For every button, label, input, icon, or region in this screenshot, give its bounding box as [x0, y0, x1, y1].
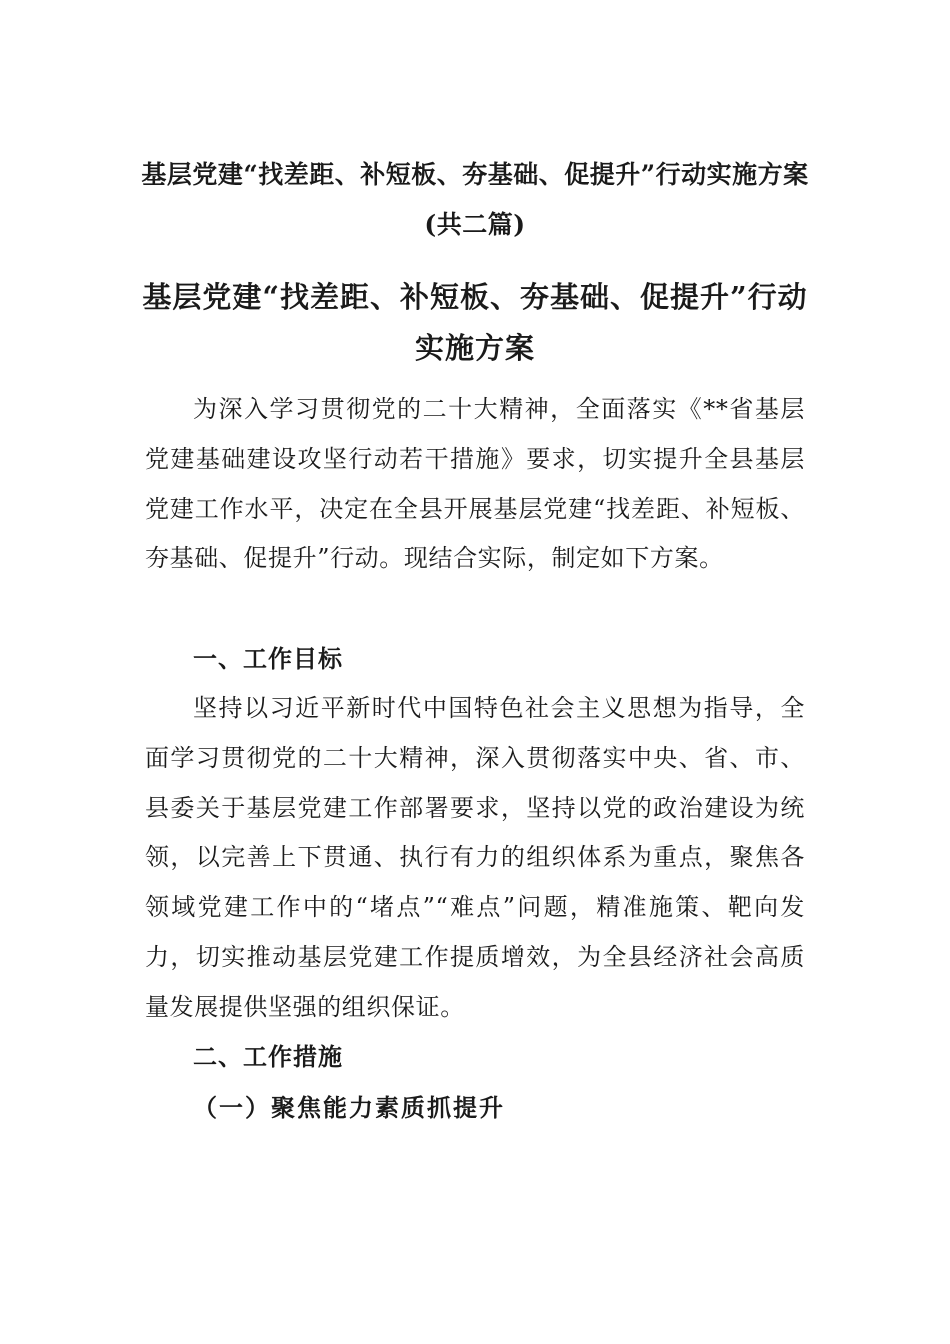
document-subtitle: 基层党建“找差距、补短板、夯基础、促提升”行动实施方案: [142, 280, 808, 365]
intro-paragraph: 为深入学习贯彻党的二十大精神，全面落实《**省基层党建基础建设攻坚行动若干措施》要求，切实提升全县基层党建工作水平，决定在全县开展基层党建“找差距、补短板、夯基础、促提升”行动。现结合实际，制定如下方案。: [145, 395, 805, 573]
subsection-heading-ability: （一）聚焦能力素质抓提升: [193, 1093, 505, 1122]
section-heading-goals: 一、工作目标: [193, 644, 343, 673]
document-title: 基层党建“找差距、补短板、夯基础、促提升”行动实施方案(共二篇): [141, 160, 809, 239]
section-heading-measures: 二、工作措施: [193, 1042, 343, 1071]
goals-paragraph: 坚持以习近平新时代中国特色社会主义思想为指导，全面学习贯彻党的二十大精神，深入贯彻落实中央、省、市、县委关于基层党建工作部署要求，坚持以党的政治建设为统领，以完善上下贯通、执行有力的组织体系为重点，聚焦各领域党建工作中的“堵点”“难点”问题，精准施策、靶向发力，切实推动基层党建工作提质增效，为全县经济社会高质量发展提供坚强的组织保证。: [145, 694, 805, 1021]
